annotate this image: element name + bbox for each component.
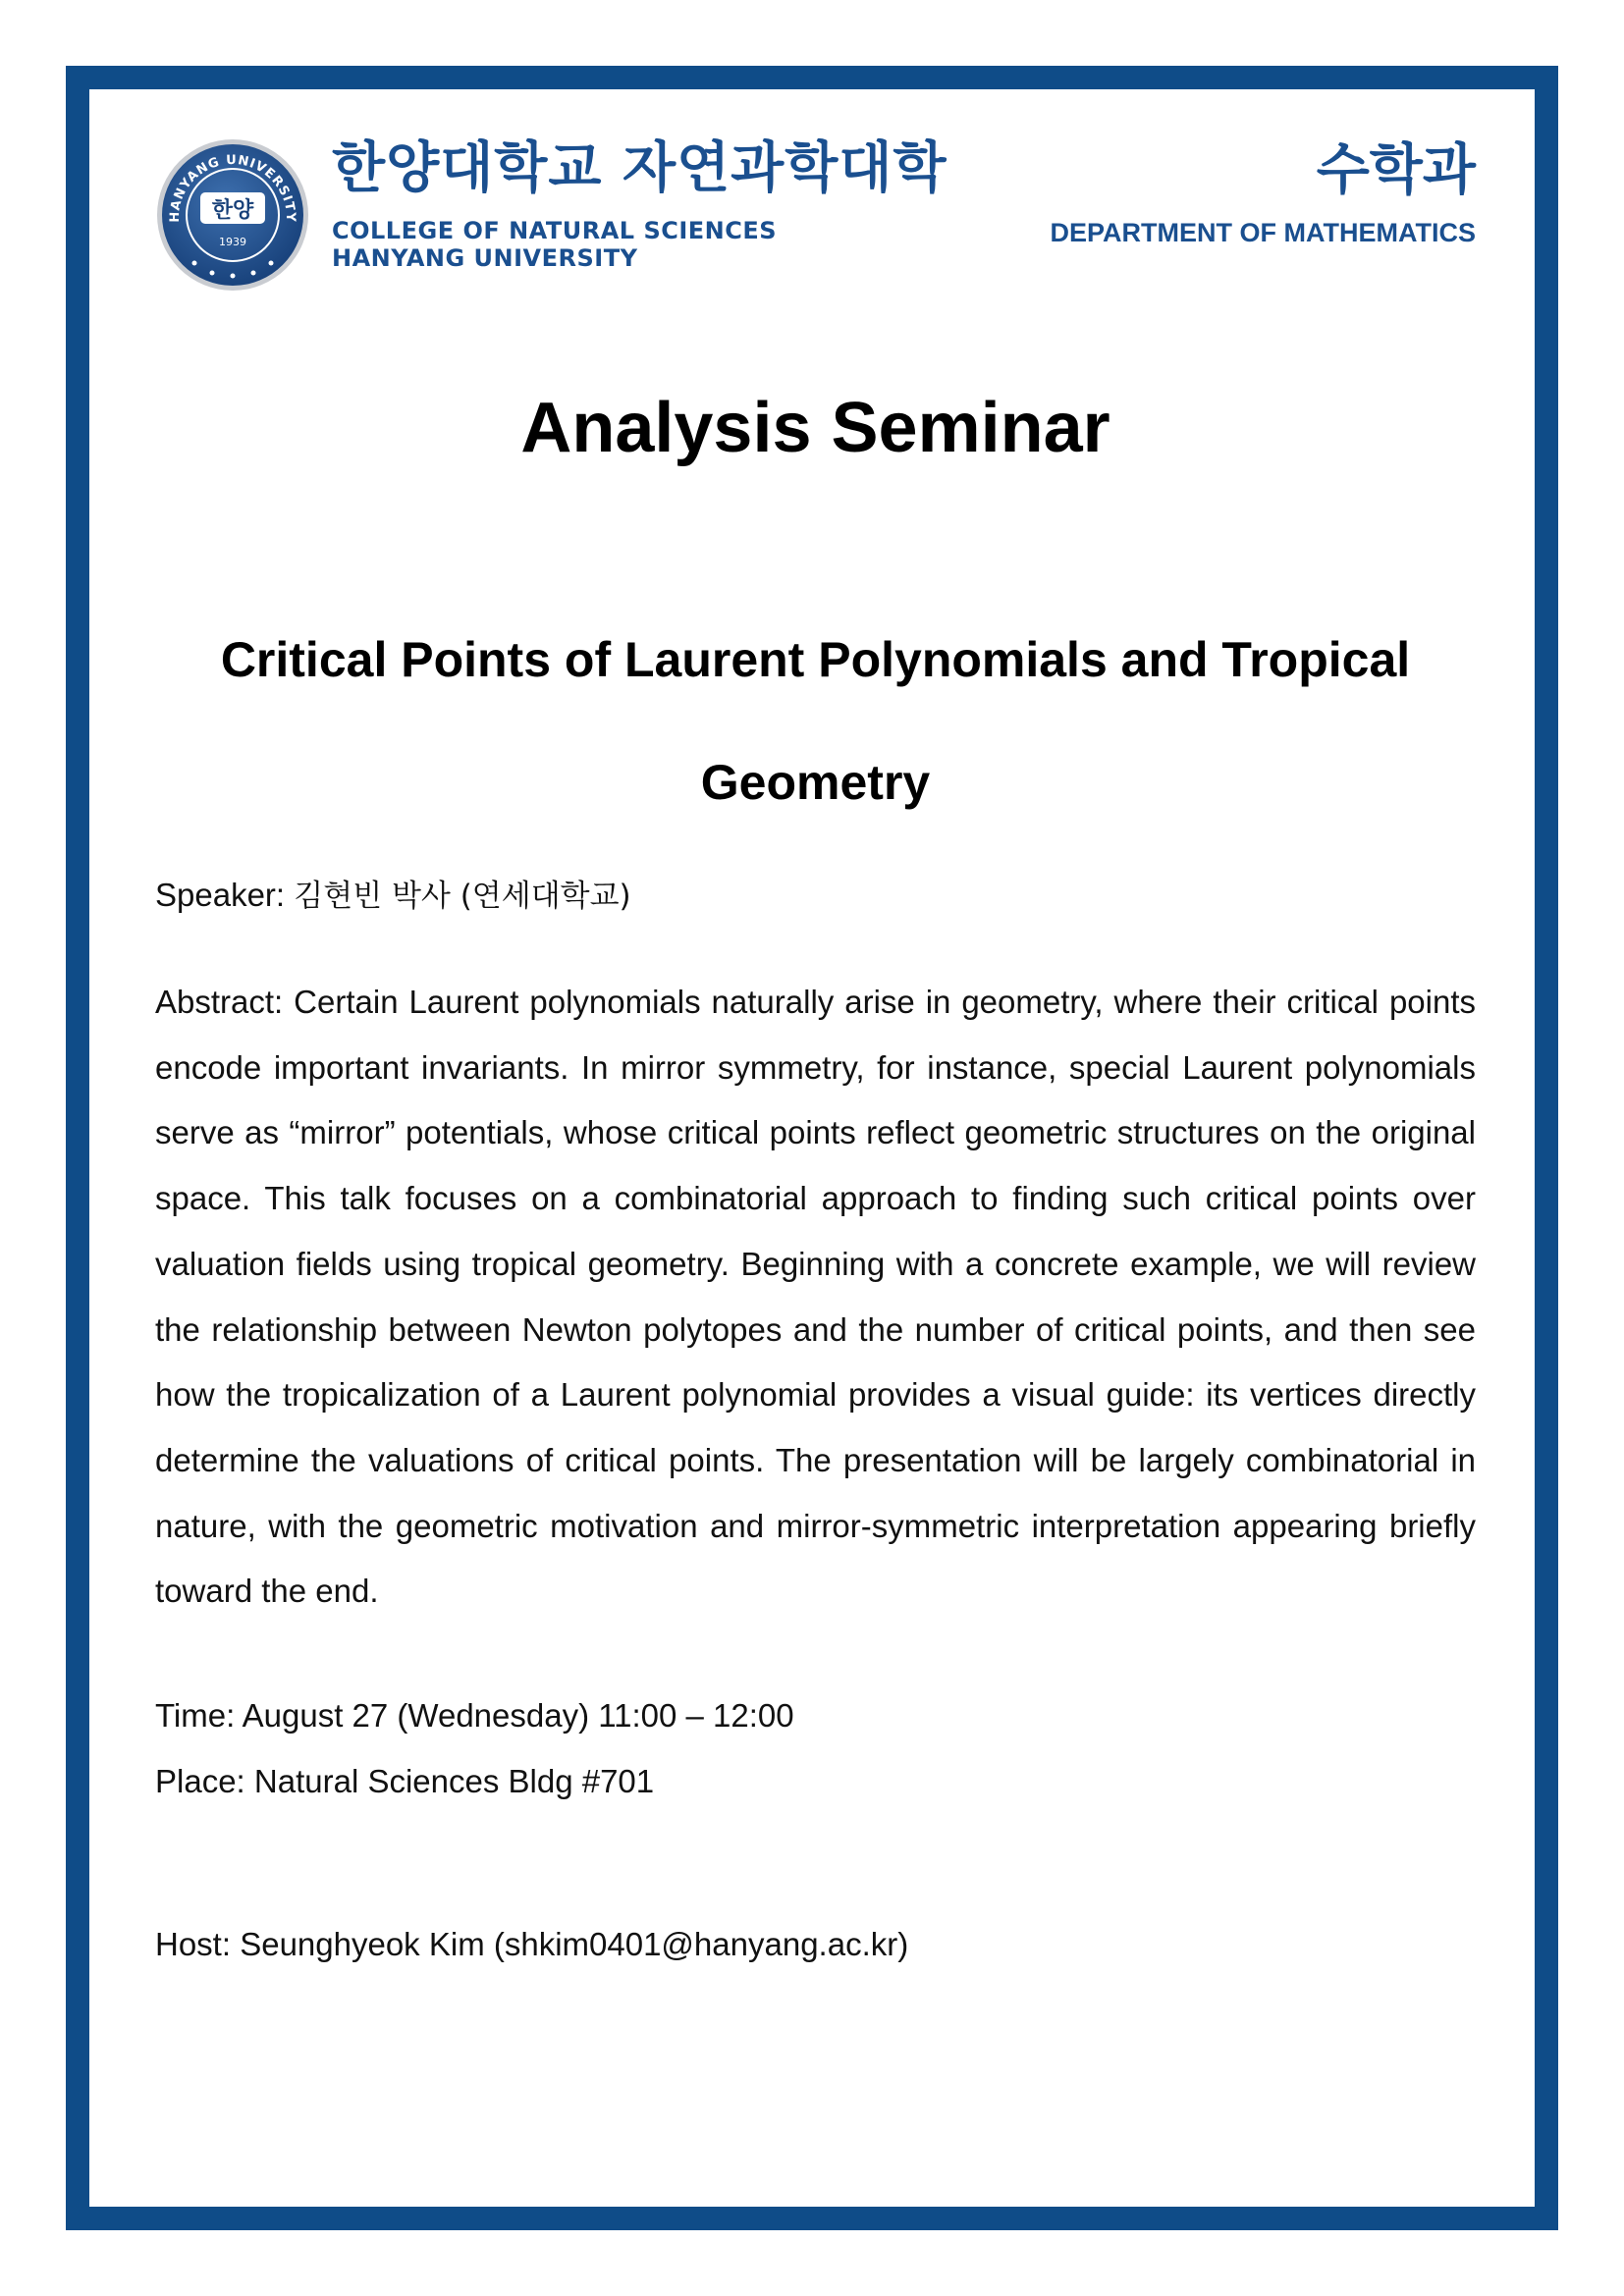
speaker-name: 김현빈 박사 (연세대학교): [294, 879, 631, 914]
host-line: [155, 1919, 1476, 1970]
college-name-english-line1: COLLEGE OF NATURAL SCIENCES: [332, 217, 778, 244]
seal-arc-text: HANYANG UNIVERSITY: [167, 152, 298, 223]
host-label: Host:: [155, 1926, 232, 1962]
time-label: Time:: [155, 1697, 236, 1734]
speaker-label: Speaker:: [155, 877, 286, 913]
seminar-title: Analysis Seminar: [520, 389, 1110, 467]
time-value: August 27 (Wednesday) 11:00 – 12:00: [242, 1697, 794, 1734]
time-line: [155, 1690, 1476, 1741]
abstract-text: Certain Laurent polynomials naturally arise in geometry, where their critical points encode important invariants. In mirror symmetry, for instance, special Laurent polynomials serve as “mirror” potentials, whose critical points reflect geometric structures on the original space. This talk focuses on a combinatorial approach to finding such critical points over valuation fields using tropical geometry. Beginning with a concrete example, we will review the relationship between Newton polytopes and the number of critical points, and then see how the tropicalization of a Laurent polynomial provides a visual guide: its vertices directly determine the valuations of critical points. The presentation will be largely combinatorial in nature, with the geometric motivation and mirror-symmetric interpretation appearing briefly toward the end.: [155, 984, 1476, 1610]
speaker-line: [155, 870, 1476, 922]
college-logo-text: [332, 136, 947, 272]
abstract-label: Abstract:: [155, 984, 284, 1020]
college-name-english: [332, 218, 947, 272]
department-name-korean: 수학과: [1316, 138, 1476, 202]
college-name-english-line2: HANYANG UNIVERSITY: [332, 243, 638, 272]
college-name-korean: 한양대학교 자연과학대학: [332, 136, 947, 200]
host-value: Seunghyeok Kim (shkim0401@hanyang.ac.kr): [240, 1926, 909, 1962]
place-label: Place:: [155, 1763, 245, 1799]
abstract-paragraph: [155, 970, 1476, 1625]
department-name-english: DEPARTMENT OF MATHEMATICS: [1050, 218, 1476, 247]
talk-title: Critical Points of Laurent Polynomials and Tropical Geometry: [220, 632, 1411, 810]
place-value: Natural Sciences Bldg #701: [253, 1763, 655, 1799]
university-seal-icon: [155, 137, 310, 293]
header: [155, 137, 1476, 294]
seal-year: 1939: [219, 236, 246, 248]
place-line: [155, 1756, 1476, 1807]
department-logo-text: [1050, 138, 1476, 248]
seal-center-text: 한양: [211, 198, 254, 223]
